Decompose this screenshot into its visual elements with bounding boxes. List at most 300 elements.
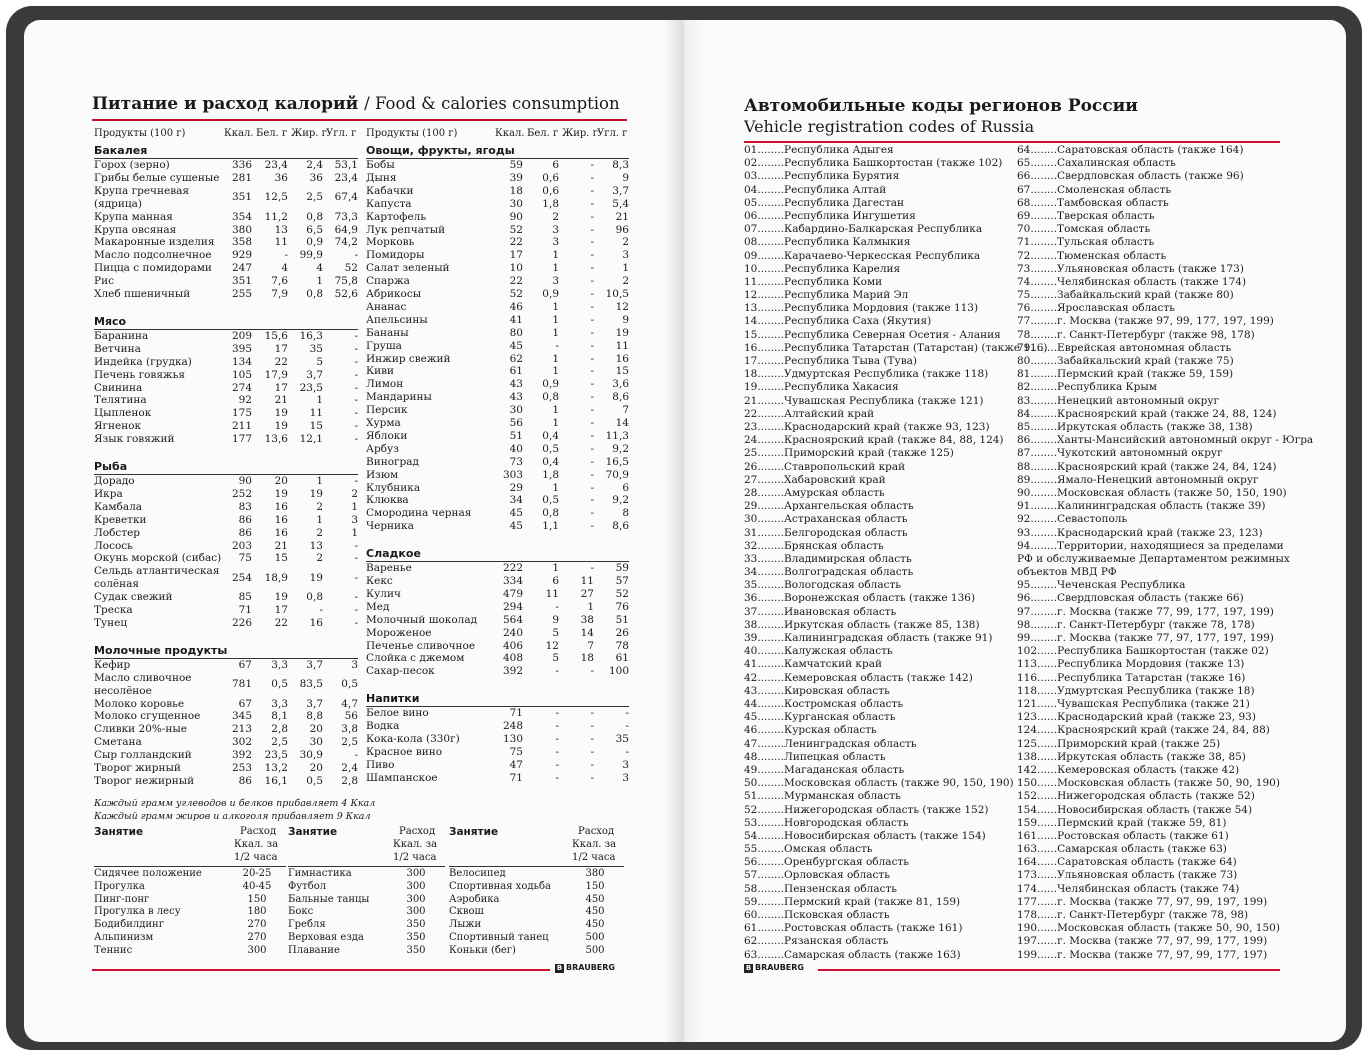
nutrient-value: 40 (509, 442, 523, 455)
table-row (366, 494, 631, 507)
col-header-protein: Бел. г (527, 128, 559, 139)
col-header-kcal: Ккал. (495, 128, 525, 139)
table-row (94, 249, 360, 262)
activity-kcal: 500 (585, 944, 605, 956)
table-row (366, 378, 631, 391)
region-code-row: 92........Севастополь (1017, 513, 1128, 526)
nutrient-value: 3,3 (271, 658, 288, 671)
product-name: Камбала (94, 500, 143, 513)
region-code-row: 121......Чувашская Республика (также 21) (1017, 697, 1250, 710)
nutrient-value: 74,2 (334, 236, 358, 249)
nutrient-value: 5 (552, 652, 559, 665)
nutrient-value: 2 (622, 236, 629, 249)
table-row (366, 159, 631, 172)
table-row (366, 262, 631, 275)
product-name: Пицца с помидорами (94, 262, 212, 275)
activity-name: Футбол (288, 880, 327, 892)
region-code-row: 53........Новгородская область (744, 816, 909, 829)
nutrient-value: 12,1 (299, 433, 323, 446)
nutrient-value: 2,8 (341, 774, 358, 787)
codes-title-underline (744, 141, 1280, 143)
nutrient-value: 14 (615, 417, 629, 429)
activity-header: Занятие (449, 826, 499, 838)
nutrient-value: - (555, 733, 559, 745)
table-row (366, 236, 631, 249)
region-code-row: 12........Республика Марий Эл (744, 289, 909, 302)
region-code-row: 46........Курская область (744, 724, 877, 737)
region-code-row: 38........Иркутская область (также 85, 138) (744, 618, 980, 631)
table-row (94, 382, 360, 395)
nutrient-value: - (354, 329, 358, 342)
product-name: Сахар-песок (366, 665, 435, 678)
activity-name: Гимнастика (288, 868, 352, 879)
region-code-row: 91........Калининградская область (также 39) (1017, 500, 1266, 513)
table-row (366, 327, 631, 340)
region-code-row: 59........Пермский край (также 81, 159) (744, 895, 961, 908)
nutrient-value: 7,9 (271, 288, 288, 300)
region-code-row: 63........Самарская область (также 163) (744, 948, 961, 961)
table-row (366, 185, 631, 198)
region-code-row: 164......Саратовская область (также 64) (1017, 856, 1237, 869)
nutrient-value: 86 (238, 774, 252, 787)
product-name: Бобы (366, 159, 395, 171)
nutrient-value: 354 (231, 210, 252, 223)
region-code-row: 16........Республика Татарстан (Татарстан) (также 116) (744, 341, 1048, 354)
nutrient-value: 248 (502, 720, 523, 733)
table-row (94, 433, 360, 446)
nutrient-value: 294 (502, 600, 523, 613)
region-code-row: 150......Московская область (также 50, 90, 190) (1017, 777, 1280, 790)
nutrient-value: 46 (509, 300, 523, 313)
nutrient-value: 274 (231, 381, 252, 394)
nutrient-value: - (590, 562, 594, 575)
nutrient-value: - (590, 520, 594, 533)
rate-header: 1/2 часа (234, 852, 278, 863)
region-code-row: 99........г. Москва (также 77, 97, 177, 197, 199) (1017, 632, 1274, 645)
product-name: Арбуз (366, 442, 399, 455)
product-name: Клюква (366, 494, 409, 507)
col-header-fat: Жир. г (562, 128, 598, 139)
product-name: Творог нежирный (94, 774, 195, 787)
product-name: Судак свежий (94, 591, 173, 604)
region-code-row: 49........Магаданская область (744, 763, 905, 776)
activity-kcal: 380 (585, 868, 605, 879)
region-code-row: 55........Омская область (744, 843, 873, 856)
nutrient-value: 71 (238, 604, 252, 616)
activity-name: Бальные танцы (288, 893, 370, 905)
nutrient-value: - (354, 433, 358, 446)
nutrient-value: 12 (615, 300, 629, 313)
product-name: Молочный шоколад (366, 613, 478, 626)
nutrient-value: 1 (552, 262, 559, 275)
nutrient-value: - (590, 745, 594, 758)
footer-line-left (92, 969, 550, 971)
product-name: Ветчина (94, 342, 141, 355)
region-code-row: 82........Республика Крым (1017, 381, 1157, 394)
category-heading: Мясо (94, 314, 127, 328)
nutrient-value: 23,5 (299, 381, 323, 394)
region-code-row: 26........Ставропольский край (744, 460, 906, 473)
activity-kcal: 300 (406, 906, 426, 918)
nutrient-value: - (354, 539, 358, 552)
region-code-row: 42........Кемеровская область (также 142) (744, 671, 973, 684)
product-name: Капуста (366, 197, 412, 210)
region-code-row: 18........Удмуртская Республика (также 118) (744, 368, 989, 381)
region-code-row: 178......г. Санкт-Петербург (также 78, 98) (1017, 909, 1249, 922)
nutrient-value: 0,8 (306, 591, 323, 604)
nutrient-value: 0,8 (306, 288, 323, 300)
activity-name: Прогулка в лесу (94, 906, 181, 918)
nutrient-value: 61 (615, 652, 629, 665)
nutrient-value: 1 (552, 562, 559, 575)
nutrient-value: 0,5 (271, 678, 288, 691)
product-name: Водка (366, 720, 400, 733)
nutrient-value: - (354, 342, 358, 355)
nutrient-value: 17,9 (264, 368, 288, 381)
nutrient-value: 15 (274, 552, 288, 565)
nutrient-value: 30 (309, 736, 323, 749)
product-name: Язык говяжий (94, 433, 175, 446)
nutrient-value: 52,6 (334, 288, 358, 300)
product-name: Масло сливочное несолёное (94, 671, 192, 697)
region-code-row: 14........Республика Саха (Якутия) (744, 315, 932, 328)
product-name: Киви (366, 365, 395, 378)
region-code-row: 125......Приморский край (также 25) (1017, 737, 1221, 750)
product-name: Картофель (366, 210, 427, 223)
nutrient-value: 36 (309, 171, 323, 184)
nutrient-value: 1 (351, 526, 358, 539)
nutrient-value: 17 (274, 381, 288, 394)
nutrient-value: 134 (231, 355, 252, 368)
table-row (366, 520, 631, 533)
nutrient-value: 1 (316, 275, 323, 288)
activity-kcal: 300 (406, 880, 426, 892)
nutrient-value: 30 (509, 197, 523, 210)
nutrient-value: 100 (608, 665, 629, 678)
nutrient-value: 2,5 (271, 736, 288, 749)
nutrient-value: 52 (615, 587, 629, 600)
activity-name: Коньки (бег) (449, 944, 516, 956)
nutrient-value: 3 (552, 236, 559, 249)
nutrient-value: - (590, 733, 594, 745)
kcal-note-2: Каждый грамм жиров и алкоголя прибавляет 9 Ккал (94, 811, 371, 822)
activity-header: Занятие (288, 826, 338, 838)
region-code-row: 71........Тульская область (1017, 236, 1155, 249)
nutrient-value: - (284, 249, 288, 262)
col-header-product: Продукты (100 г) (94, 128, 186, 139)
product-name: Кабачки (366, 184, 414, 197)
activity-name: Бодибилдинг (94, 919, 164, 931)
nutrient-value: 21 (274, 394, 288, 407)
region-code-row: 56........Оренбургская область (744, 856, 909, 869)
table-row (366, 627, 631, 640)
region-code-row: 116......Республика Татарстан (также 16) (1017, 671, 1246, 684)
table-row (366, 652, 631, 665)
region-code-row: 93........Краснодарский край (также 23, 123) (1017, 526, 1263, 539)
region-code-row: 19........Республика Хакасия (744, 381, 899, 394)
nutrient-value: 281 (231, 171, 252, 184)
activity-name: Гребля (288, 919, 326, 931)
activity-kcal: 350 (406, 944, 426, 956)
product-name: Черника (366, 520, 414, 533)
nutrient-value: - (319, 604, 323, 616)
table-row (366, 224, 631, 237)
nutrient-value: - (590, 665, 594, 678)
nutrient-value: - (590, 352, 594, 365)
rate-header: 1/2 часа (572, 852, 616, 863)
nutrient-value: 358 (231, 236, 252, 249)
nutrient-value: - (354, 249, 358, 262)
region-code-row: 89........Ямало-Ненецкий автономный округ (1017, 473, 1259, 486)
table-row (366, 469, 631, 482)
nutrient-value: 86 (238, 526, 252, 539)
nutrient-value: 479 (502, 587, 523, 600)
nutrient-value: 17 (274, 342, 288, 355)
region-code-row: 03........Республика Бурятия (744, 170, 900, 183)
nutrient-value: 23,4 (334, 171, 358, 184)
product-name: Мороженое (366, 626, 432, 639)
brand-logo-right: B BRAUBERG (745, 963, 804, 972)
region-code-row: 45........Курганская область (744, 711, 896, 724)
nutrient-value: 0,6 (542, 184, 559, 197)
nutrient-value: 11 (615, 339, 629, 352)
table-row (366, 314, 631, 327)
region-code-row: 177......г. Москва (также 77, 97, 99, 197, 199) (1017, 895, 1268, 908)
nutrient-value: 62 (509, 352, 523, 365)
region-code-row: 159......Пермский край (также 59, 81) (1017, 816, 1227, 829)
table-row (94, 698, 360, 711)
nutrient-value: 9,2 (612, 494, 629, 507)
nutrient-value: 7,6 (271, 275, 288, 288)
category-heading: Овощи, фрукты, ягоды (366, 144, 515, 157)
nutrient-value: 392 (231, 749, 252, 762)
category-heading: Молочные продукты (94, 643, 228, 657)
activity-name: Лыжи (449, 919, 482, 931)
nutrient-value: 2,5 (306, 191, 323, 204)
region-code-row: 77........г. Москва (также 97, 99, 177, 197, 199) (1017, 315, 1274, 328)
col-header-fat: Жир. г (291, 128, 327, 139)
product-name: Сельдь атлантическая солёная (94, 565, 220, 591)
nutrient-value: 302 (231, 736, 252, 749)
table-row (94, 514, 360, 527)
product-name: Виноград (366, 455, 419, 468)
nutrient-value: 83,5 (299, 678, 323, 691)
table-row (366, 340, 631, 353)
product-name: Масло подсолнечное (94, 249, 212, 262)
nutrient-value: 1 (316, 394, 323, 407)
product-name: Груша (366, 339, 402, 352)
activity-kcal: 350 (406, 932, 426, 943)
nutrient-value: 222 (502, 562, 523, 575)
category-heading: Бакалея (94, 144, 148, 157)
nutrient-value: 1 (622, 262, 629, 275)
product-name: Сливки 20%-ные (94, 723, 187, 736)
nutrient-value: 11 (309, 407, 323, 420)
region-code-row: 01........Республика Адыгея (744, 144, 894, 156)
nutrient-value: 2 (316, 552, 323, 565)
nutrient-value: 67,4 (334, 191, 358, 204)
nutrient-value: 1,8 (542, 197, 559, 210)
region-code-row: 86........Ханты-Мансийский автономный округ - Югра (1017, 434, 1314, 447)
nutrient-value: - (354, 355, 358, 368)
region-code-row: 81........Пермский край (также 59, 159) (1017, 368, 1234, 381)
nutrient-value: 3 (351, 658, 358, 671)
activity-kcal: 500 (585, 932, 605, 943)
nutrient-value: 64,9 (334, 223, 358, 236)
activity-kcal: 450 (585, 906, 605, 918)
nutrient-value: 3 (622, 249, 629, 262)
nutrient-value: 16 (274, 513, 288, 526)
activity-name: Бокс (288, 906, 314, 918)
region-code-row: 02........Республика Башкортостан (также 102) (744, 157, 1003, 170)
region-code-row: 88........Красноярский край (также 24, 84, 124) (1017, 460, 1277, 473)
codes-title: Автомобильные коды регионов России (744, 96, 1138, 116)
nutrient-value: 16,1 (264, 774, 288, 787)
nutrient-value: 52 (509, 223, 523, 236)
table-row (366, 720, 631, 733)
nutrient-value: - (590, 758, 594, 771)
region-code-row: 04........Республика Алтай (744, 183, 887, 196)
nutrient-value: 19 (274, 591, 288, 604)
col-header-product: Продукты (100 г) (366, 128, 458, 139)
nutrient-value: - (590, 468, 594, 481)
product-name: Дорадо (94, 475, 135, 487)
region-code-row: 90........Московская область (также 50, 150, 190) (1017, 486, 1287, 499)
table-row (94, 407, 360, 420)
table-row (94, 343, 360, 356)
nutrient-value: - (354, 604, 358, 616)
nutrient-value: 34 (509, 494, 523, 507)
table-row (94, 369, 360, 382)
table-row (94, 394, 360, 407)
activity-kcal: 40-45 (242, 880, 272, 892)
region-code-row: 76........Ярославская область (1017, 302, 1175, 315)
nutrient-value: 83 (238, 500, 252, 513)
region-code-row: 62........Рязанская область (744, 935, 889, 948)
table-row (94, 224, 360, 237)
product-name: Мед (366, 600, 390, 613)
nutrient-value: 5,4 (612, 197, 629, 210)
nutrient-value: 20 (309, 762, 323, 774)
table-row (94, 288, 360, 301)
region-code-row: 64........Саратовская область (также 164) (1017, 144, 1244, 156)
nutrient-value: 6 (622, 481, 629, 494)
product-name: Кока-кола (330г) (366, 733, 460, 745)
nutrient-value: 2,5 (341, 736, 358, 749)
nutrient-value: - (555, 745, 559, 758)
table-row (366, 456, 631, 469)
nutrient-value: 90 (238, 475, 252, 487)
table-row (94, 723, 360, 736)
product-name: Слойка с джемом (366, 652, 465, 665)
nutrient-value: 15,6 (264, 329, 288, 342)
region-code-row: 173......Ульяновская область (также 73) (1017, 869, 1238, 882)
region-code-row: 70........Томская область (1017, 223, 1151, 236)
nutrient-value: 43 (509, 378, 523, 391)
table-row (366, 759, 631, 772)
nutrient-value: - (590, 429, 594, 442)
activity-kcal: 150 (247, 893, 267, 905)
nutrient-value: - (590, 507, 594, 520)
region-code-row: 47........Ленинградская область (744, 737, 917, 750)
region-code-row: 163......Самарская область (также 63) (1017, 843, 1227, 856)
nutrient-value: 406 (502, 639, 523, 652)
region-code-row: 37........Ивановская область (744, 605, 897, 618)
nutrient-value: - (555, 771, 559, 784)
region-code-row: РФ и обслуживаемые Департаментом режимных (1017, 552, 1290, 565)
nutrient-value: 3,3 (271, 697, 288, 710)
nutrient-value: - (555, 707, 559, 720)
nutrient-value: 71 (509, 771, 523, 784)
table-row (94, 552, 360, 565)
nutrient-value: 0,9 (542, 288, 559, 300)
codes-subtitle: Vehicle registration codes of Russia (744, 117, 1035, 136)
nutrient-value: - (354, 381, 358, 394)
nutrient-value: 0,8 (542, 391, 559, 404)
nutrient-value: - (590, 391, 594, 404)
nutrient-value: - (590, 378, 594, 391)
table-row (94, 275, 360, 288)
nutrient-value: 8 (622, 507, 629, 520)
nutrient-value: - (590, 300, 594, 313)
nutrient-value: - (590, 275, 594, 288)
nutrient-value: 85 (238, 591, 252, 604)
nutrient-value: 2 (316, 500, 323, 513)
product-name: Персик (366, 404, 408, 417)
nutrient-value: 29 (509, 481, 523, 494)
region-code-row: 24........Красноярский край (также 84, 88, 124) (744, 434, 1004, 447)
nutrient-value: 15 (309, 420, 323, 433)
activity-kcal: 270 (247, 932, 267, 943)
nutrient-value: 0,5 (542, 442, 559, 455)
nutrient-value: 1 (316, 475, 323, 487)
product-name: Помидоры (366, 249, 425, 262)
activity-name: Верховая езда (288, 932, 364, 943)
nutrient-value: 36 (274, 171, 288, 184)
region-code-row: 61........Ростовская область (также 161) (744, 922, 963, 935)
table-row (94, 736, 360, 749)
nutrient-value: 8,3 (612, 159, 629, 171)
region-code-row: 57........Орловская область (744, 869, 890, 882)
nutrient-value: - (354, 407, 358, 420)
table-row (366, 288, 631, 301)
activity-kcal: 150 (585, 880, 605, 892)
region-code-row: 96........Свердловская область (также 66) (1017, 592, 1244, 605)
table-row (94, 591, 360, 604)
activity-kcal: 350 (406, 919, 426, 931)
region-code-row: 15........Республика Северная Осетия - Алания (744, 328, 1001, 341)
nutrient-value: - (555, 600, 559, 613)
nutrient-value: 1 (552, 417, 559, 429)
nutrient-value: 253 (231, 762, 252, 774)
table-row (366, 562, 631, 575)
nutrient-value: 75,8 (334, 275, 358, 288)
col-header-carb: Угл. г (326, 128, 357, 139)
region-code-row: 138......Иркутская область (также 38, 85) (1017, 750, 1246, 763)
region-code-row: 84........Красноярский край (также 24, 88, 124) (1017, 407, 1277, 420)
nutrient-value: 1 (552, 326, 559, 339)
product-name: Хлеб пшеничный (94, 288, 191, 300)
nutrient-value: - (590, 720, 594, 733)
region-code-row: 75........Забайкальский край (также 80) (1017, 289, 1234, 302)
nutrient-value: 2 (552, 210, 559, 223)
table-row (366, 507, 631, 520)
nutrient-value: 73,3 (334, 210, 358, 223)
region-code-row: 36........Воронежская область (также 136) (744, 592, 976, 605)
product-name: Печенье сливочное (366, 639, 476, 652)
region-code-row: 31........Белгородская область (744, 526, 908, 539)
nutrient-value: 30,9 (299, 749, 323, 762)
